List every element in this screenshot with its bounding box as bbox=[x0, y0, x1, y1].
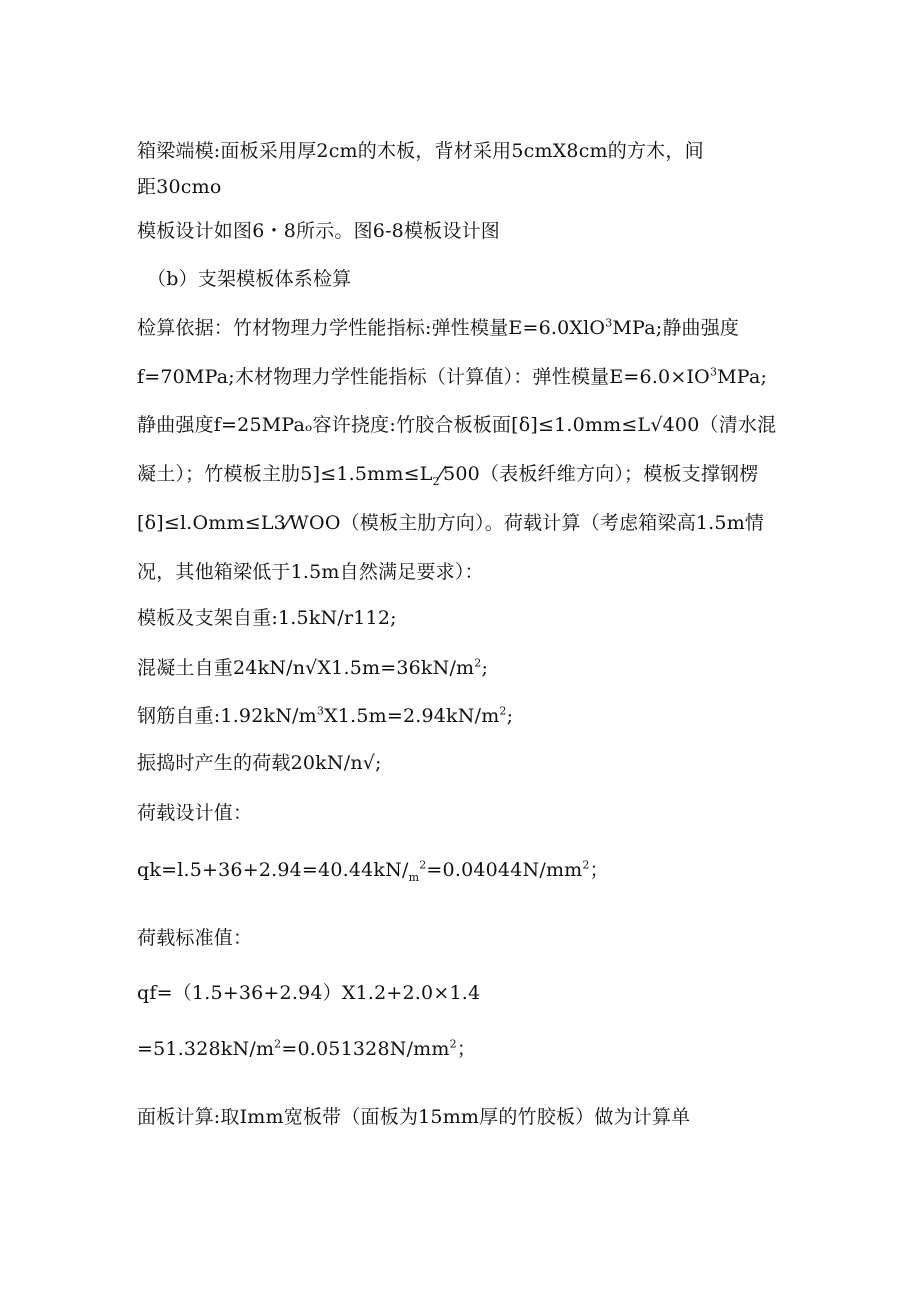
text: 模板设计如图6・8所示。图6-8模板设计图 bbox=[137, 220, 500, 242]
superscript: 2 bbox=[474, 656, 482, 670]
section-heading-b bbox=[147, 266, 351, 292]
text: 面板计算:取Imm宽板带（面板为15mm厚的竹胶板）做为计算单 bbox=[137, 1106, 691, 1128]
text: f=70MPa;木材物理力学性能指标（计算值）：弹性模量E=6.0×IO bbox=[137, 366, 710, 388]
text: 箱梁端模:面板采用厚2cm的木板，背材采用5cmX8cm的方木，间 bbox=[137, 140, 704, 162]
paragraph-basis-line3 bbox=[137, 412, 776, 438]
paragraph-basis-line2 bbox=[137, 364, 767, 390]
superscript: 2 bbox=[449, 1037, 457, 1051]
text: 检算依据：竹材物理力学性能指标:弹性模量E=6.0XlO bbox=[137, 317, 606, 339]
superscript: 3 bbox=[316, 704, 325, 718]
text: X1.5m=2.94kN∕m bbox=[324, 705, 500, 727]
text: [δ]≤l.Omm≤L3⁄WOO（模板主肋方向）。荷载计算（考虑箱梁高1.5m情 bbox=[137, 512, 765, 534]
text: ; bbox=[481, 657, 489, 679]
label-design-value bbox=[137, 800, 252, 826]
text: =0.051328N/mm bbox=[281, 1038, 450, 1060]
text: 荷载标准值： bbox=[137, 927, 253, 949]
formula-qf bbox=[137, 980, 480, 1006]
subscript: m bbox=[408, 870, 420, 884]
load-item-vibration bbox=[137, 750, 382, 776]
text: MPa; bbox=[717, 366, 768, 388]
text: qf=（1.5+36+2.94）X1.2+2.0×1.4 bbox=[137, 982, 481, 1004]
superscript: 2 bbox=[582, 858, 590, 872]
text: 距30cmo bbox=[137, 176, 222, 198]
text: MPa;静曲强度 bbox=[612, 317, 740, 339]
superscript: 2 bbox=[419, 858, 427, 872]
text: 钢筋自重:1.92kN∕m bbox=[137, 705, 317, 727]
load-item-concrete-weight bbox=[137, 655, 488, 681]
formula-qk bbox=[137, 857, 609, 883]
text: =0.04044N/mm bbox=[426, 859, 583, 881]
paragraph-basis-line5 bbox=[137, 510, 764, 536]
load-item-rebar-weight bbox=[137, 703, 513, 729]
paragraph-formwork-design bbox=[137, 218, 500, 244]
text: ; bbox=[506, 705, 514, 727]
text: 混凝土自重24kN∕n√X1.5m=36kN/m bbox=[137, 657, 475, 679]
paragraph-end-formwork-line1 bbox=[137, 138, 704, 164]
load-item-formwork-weight bbox=[137, 605, 397, 631]
text: 凝土）；竹模板主肋5]≤1.5mm≤L bbox=[137, 463, 433, 485]
label-standard-value bbox=[137, 925, 252, 951]
text: 荷载设计值： bbox=[137, 802, 253, 824]
superscript: 3 bbox=[709, 365, 718, 379]
text: ； bbox=[589, 859, 609, 881]
text: ⁄500（表板纤维方向）；模板支撑钢楞 bbox=[439, 463, 759, 485]
superscript: 3 bbox=[605, 316, 613, 330]
text: 振捣时产生的荷载20kN∕n√; bbox=[137, 752, 382, 774]
subscript: 2 bbox=[432, 474, 440, 488]
superscript: 2 bbox=[274, 1037, 282, 1051]
text: qk=l.5+36+2.94=40.44kN/ bbox=[137, 859, 409, 881]
paragraph-basis-line4 bbox=[137, 461, 758, 487]
paragraph-basis-line6 bbox=[137, 559, 484, 585]
text: 况，其他箱梁低于1.5m自然满足要求）： bbox=[137, 561, 484, 583]
text: 静曲强度f=25MPaₒ容许挠度:竹胶合板板面[δ]≤1.0mm≤L√400（清水混 bbox=[137, 414, 777, 436]
superscript: 2 bbox=[499, 704, 507, 718]
paragraph-end-formwork-line2 bbox=[137, 174, 221, 200]
text: ； bbox=[456, 1038, 477, 1060]
paragraph-basis-line1 bbox=[137, 315, 739, 341]
text: =51.328kN/m bbox=[137, 1038, 275, 1060]
paragraph-panel-calculation bbox=[137, 1104, 690, 1130]
formula-qf-result bbox=[137, 1036, 476, 1062]
text: 模板及支架自重:1.5kN∕r112; bbox=[137, 607, 397, 629]
heading-text: （b）支架模板体系检算 bbox=[147, 268, 352, 290]
